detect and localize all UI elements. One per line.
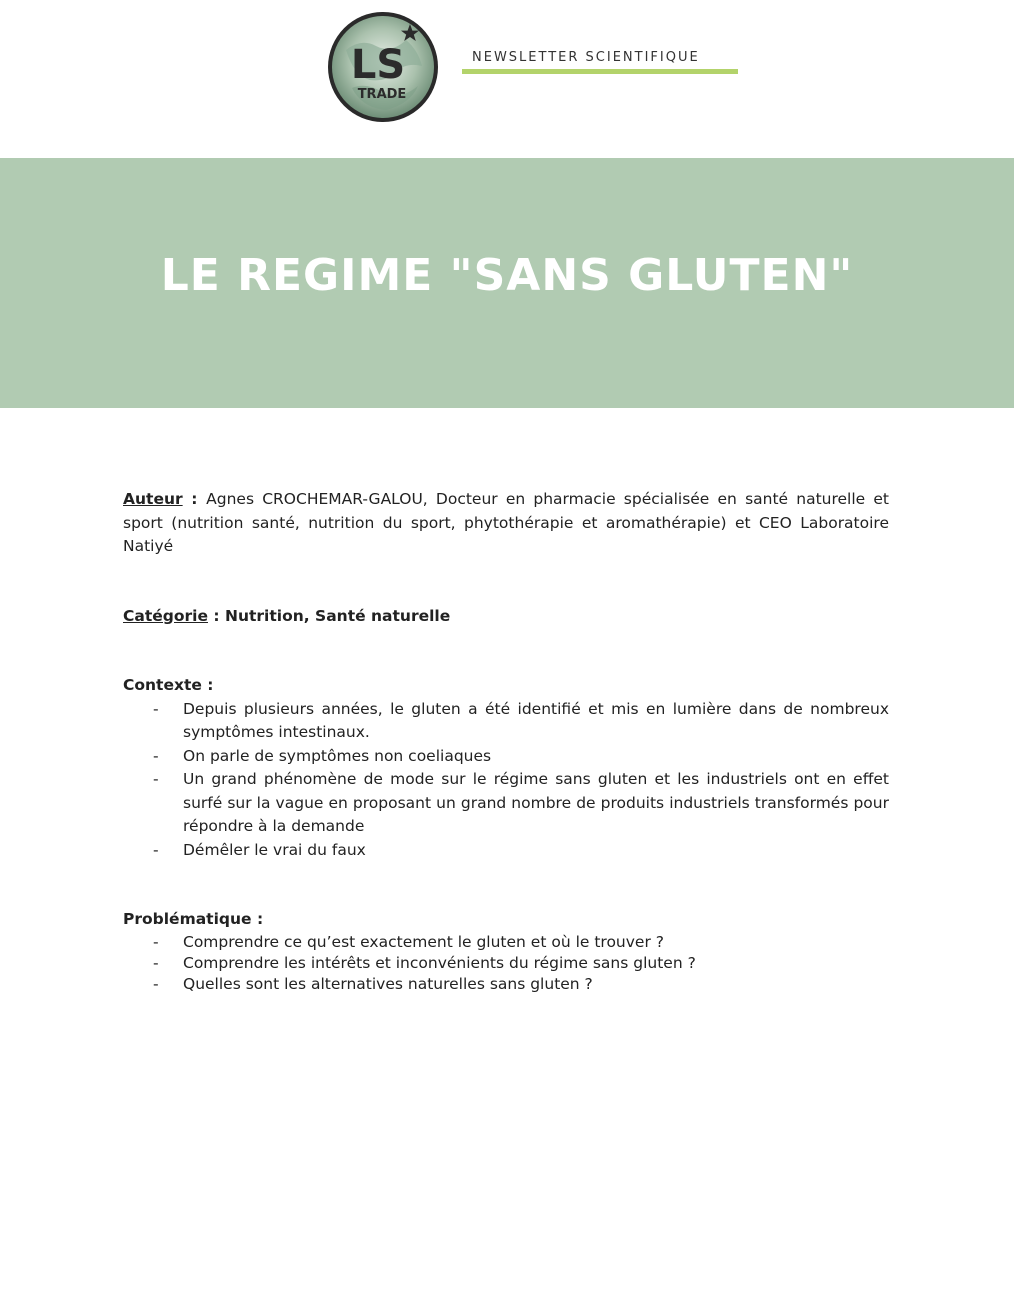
context-list	[123, 698, 889, 863]
newsletter-underline	[462, 69, 738, 74]
author-separator: :	[182, 490, 207, 508]
problem-list	[123, 932, 889, 995]
category-paragraph	[123, 605, 889, 629]
logo-ls-text: LS	[350, 42, 406, 88]
problem-heading: Problématique :	[123, 910, 264, 928]
author-paragraph	[123, 488, 889, 559]
context-heading: Contexte :	[123, 676, 214, 694]
context-item-text: Démêler le vrai du faux	[183, 840, 366, 859]
list-dash: -	[153, 770, 159, 788]
title-banner	[0, 158, 1014, 408]
newsletter-label: NEWSLETTER SCIENTIFIQUE	[472, 50, 700, 65]
list-item	[123, 745, 889, 769]
list-dash: -	[153, 746, 159, 765]
list-item	[123, 932, 889, 953]
author-text: Agnes CROCHEMAR-GALOU, Docteur en pharmacie spécialisée en santé naturelle et sport (nutrition santé, nutrition du sport, phytothérapie et aromathérapie) et CEO Laboratoire Natiyé	[123, 490, 889, 555]
context-item-text: Un grand phénomène de mode sur le régime sans gluten et les industriels ont en effet surfé sur la vague en proposant un grand nombre de produits industriels transformés pour répondre à la demande	[183, 770, 889, 835]
category-label: Catégorie	[123, 606, 208, 625]
logo-trade-text: TRADE	[357, 87, 407, 102]
ls-trade-logo	[326, 10, 440, 124]
list-item	[123, 953, 889, 974]
list-dash: -	[153, 840, 159, 859]
list-dash: -	[153, 953, 159, 972]
category-separator: :	[207, 606, 225, 625]
problem-item-text: Quelles sont les alternatives naturelles sans gluten ?	[183, 974, 593, 993]
context-item-text: On parle de symptômes non coeliaques	[183, 746, 492, 765]
newsletter-header	[462, 50, 738, 74]
problem-item-text: Comprendre les intérêts et inconvénients du régime sans gluten ?	[183, 953, 696, 972]
list-item	[123, 698, 889, 745]
author-label: Auteur	[123, 490, 183, 508]
problem-item-text: Comprendre ce qu’est exactement le gluten et où le trouver ?	[183, 932, 664, 951]
category-value: Nutrition, Santé naturelle	[224, 606, 451, 625]
document-body	[123, 488, 889, 995]
list-item	[123, 768, 889, 839]
list-item	[123, 839, 889, 863]
list-item	[123, 974, 889, 995]
page-title: LE REGIME "SANS GLUTEN"	[160, 249, 854, 301]
list-dash: -	[153, 699, 159, 718]
list-dash: -	[153, 974, 159, 993]
context-item-text: Depuis plusieurs années, le gluten a été identifié et mis en lumière dans de nombreux symptômes intestinaux.	[183, 699, 889, 741]
list-dash: -	[153, 932, 159, 951]
